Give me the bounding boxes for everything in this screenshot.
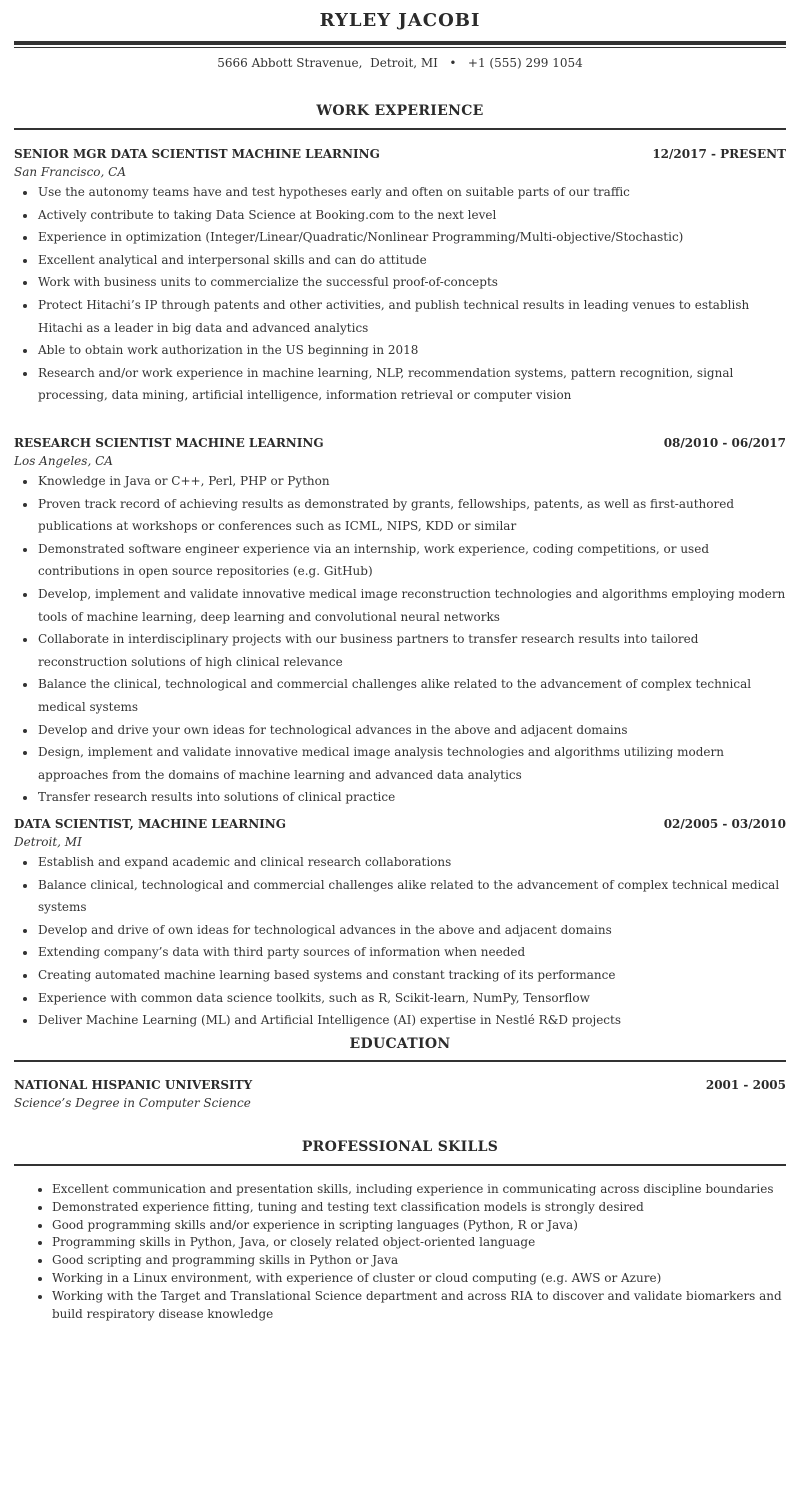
school-name: NATIONAL HISPANIC UNIVERSITY bbox=[14, 1078, 253, 1092]
job-entry bbox=[14, 145, 786, 407]
degree-name: Science’s Degree in Computer Science bbox=[14, 1096, 251, 1110]
job-title: SENIOR MGR DATA SCIENTIST MACHINE LEARNING bbox=[14, 147, 380, 161]
skills-list bbox=[14, 1181, 786, 1323]
list-item: • Programming skills in Python, Java, or closely related object-oriented language bbox=[52, 1234, 786, 1252]
list-item: • Develop and drive of own ideas for technological advances in the above and adjacent domains bbox=[37, 919, 786, 942]
contact-address: 5666 Abbott Stravenue, Detroit, MI bbox=[217, 56, 438, 70]
list-item: • Proven track record of achieving results as demonstrated by grants, fellowships, patents, as well as first-authored publications at workshops or conferences such as ICML, NIPS, KDD or similar bbox=[37, 493, 786, 538]
section-divider bbox=[14, 1060, 786, 1062]
section-title-work-experience: WORK EXPERIENCE bbox=[316, 103, 484, 119]
job-location: San Francisco, CA bbox=[14, 165, 127, 179]
list-item: • Design, implement and validate innovative medical image analysis technologies and algorithms utilizing modern approaches from the domains of machine learning and advanced data analytics bbox=[37, 741, 786, 786]
candidate-name: RYLEY JACOBI bbox=[319, 10, 481, 31]
header-divider-thin bbox=[14, 47, 786, 48]
list-item: • Actively contribute to taking Data Science at Booking.com to the next level bbox=[37, 204, 786, 227]
list-item: • Work with business units to commercialize the successful proof-of-concepts bbox=[37, 271, 786, 294]
section-divider bbox=[14, 128, 786, 130]
list-item: • Research and/or work experience in machine learning, NLP, recommendation systems, pattern recognition, signal processing, data mining, artificial intelligence, information retrieval or computer vision bbox=[37, 362, 786, 407]
contact-phone: +1 (555) 299 1054 bbox=[467, 56, 583, 70]
list-item: • Balance clinical, technological and commercial challenges alike related to the advancement of complex technical medical systems bbox=[37, 874, 786, 919]
section-title-professional-skills: PROFESSIONAL SKILLS bbox=[301, 1139, 499, 1155]
job-dates: 02/2005 - 03/2010 bbox=[663, 817, 786, 831]
job-entry bbox=[14, 815, 786, 1032]
contact-line bbox=[0, 56, 800, 70]
job-dates: 08/2010 - 06/2017 bbox=[663, 436, 786, 450]
list-item: • Knowledge in Java or C++, Perl, PHP or Python bbox=[37, 470, 786, 493]
list-item: • Extending company’s data with third party sources of information when needed bbox=[37, 941, 786, 964]
job-location: Detroit, MI bbox=[14, 835, 82, 849]
list-item: • Transfer research results into solutions of clinical practice bbox=[37, 786, 786, 809]
contact-separator: • bbox=[449, 56, 457, 70]
list-item: • Balance the clinical, technological and commercial challenges alike related to the advancement of complex technical medical systems bbox=[37, 673, 786, 718]
list-item: • Develop, implement and validate innovative medical image reconstruction technologies and algorithms employing modern tools of machine learning, deep learning and convolutional neural networks bbox=[37, 583, 786, 628]
section-title-education: EDUCATION bbox=[349, 1036, 451, 1052]
job-bullets bbox=[14, 851, 786, 1032]
job-entry bbox=[14, 434, 786, 809]
list-item: • Working with the Target and Translational Science department and across RIA to discover and validate biomarkers and build respiratory disease knowledge bbox=[52, 1288, 786, 1324]
job-bullets bbox=[14, 470, 786, 809]
skills-list-container bbox=[14, 1181, 786, 1323]
list-item: • Working in a Linux environment, with experience of cluster or cloud computing (e.g. AWS or Azure) bbox=[52, 1270, 786, 1288]
header-divider-thick bbox=[14, 41, 786, 45]
list-item: • Creating automated machine learning based systems and constant tracking of its performance bbox=[37, 964, 786, 987]
education-dates: 2001 - 2005 bbox=[705, 1078, 786, 1092]
job-title: DATA SCIENTIST, MACHINE LEARNING bbox=[14, 817, 286, 831]
education-entry bbox=[14, 1076, 786, 1112]
list-item: • Collaborate in interdisciplinary projects with our business partners to transfer research results into tailored reconstruction solutions of high clinical relevance bbox=[37, 628, 786, 673]
list-item: • Excellent analytical and interpersonal skills and can do attitude bbox=[37, 249, 786, 272]
job-bullets bbox=[14, 181, 786, 407]
section-divider bbox=[14, 1164, 786, 1166]
job-location: Los Angeles, CA bbox=[14, 454, 113, 468]
job-dates: 12/2017 - PRESENT bbox=[652, 147, 786, 161]
list-item: • Develop and drive your own ideas for technological advances in the above and adjacent domains bbox=[37, 719, 786, 742]
list-item: • Protect Hitachi’s IP through patents and other activities, and publish technical results in leading venues to establish Hitachi as a leader in big data and advanced analytics bbox=[37, 294, 786, 339]
list-item: • Deliver Machine Learning (ML) and Artificial Intelligence (AI) expertise in Nestlé R&D projects bbox=[37, 1009, 786, 1032]
list-item: • Experience with common data science toolkits, such as R, Scikit-learn, NumPy, Tensorflow bbox=[37, 987, 786, 1010]
list-item: • Good scripting and programming skills in Python or Java bbox=[52, 1252, 786, 1270]
list-item: • Establish and expand academic and clinical research collaborations bbox=[37, 851, 786, 874]
list-item: • Excellent communication and presentation skills, including experience in communicating across discipline boundaries bbox=[52, 1181, 786, 1199]
list-item: • Able to obtain work authorization in the US beginning in 2018 bbox=[37, 339, 786, 362]
list-item: • Demonstrated experience fitting, tuning and testing text classification models is strongly desired bbox=[52, 1199, 786, 1217]
list-item: • Demonstrated software engineer experience via an internship, work experience, coding competitions, or used contributions in open source repositories (e.g. GitHub) bbox=[37, 538, 786, 583]
job-title: RESEARCH SCIENTIST MACHINE LEARNING bbox=[14, 436, 324, 450]
list-item: • Use the autonomy teams have and test hypotheses early and often on suitable parts of our traffic bbox=[37, 181, 786, 204]
list-item: • Good programming skills and/or experience in scripting languages (Python, R or Java) bbox=[52, 1217, 786, 1235]
list-item: • Experience in optimization (Integer/Linear/Quadratic/Nonlinear Programming/Multi-objective/Stochastic) bbox=[37, 226, 786, 249]
